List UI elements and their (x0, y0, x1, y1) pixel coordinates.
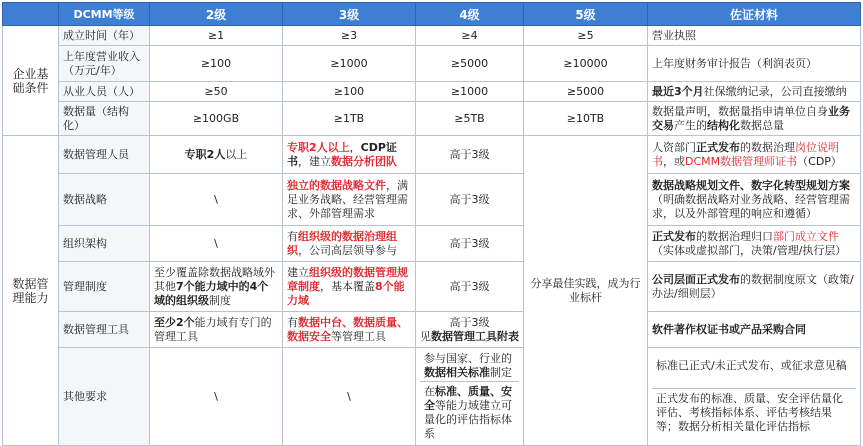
tools-l2-text: 能力域有专门的管理工具 (154, 315, 272, 343)
policy-l3-t2: ，基本覆盖 (320, 279, 375, 293)
revenue-evidence: 上年度财务审计报告（利润表页） (648, 46, 861, 82)
founded-l3: ≥3 (283, 26, 416, 46)
req-tools: 数据管理工具 (59, 312, 150, 348)
pe-t4: （CDP） (797, 154, 842, 168)
oe-t: 的数据治理归口 (696, 229, 773, 243)
staff-l5: ≥5000 (524, 82, 648, 102)
other-evidence-a: 标准已正式/未正式发布、或征求意见稿 (652, 356, 856, 389)
org-l3-red: 组织级的数据治理组织 (287, 229, 397, 257)
policy-l2-t1: 至少覆盖除数据战略域外其他 (154, 265, 275, 293)
row-revenue (3, 46, 861, 82)
pole-bold: 公司层面正式发布 (652, 272, 740, 286)
other-l4 (416, 348, 524, 446)
tools-l3 (283, 312, 416, 348)
staff-l3: ≥100 (283, 82, 416, 102)
policy-l4: 高于3级 (416, 262, 524, 312)
oe-bold: 正式发布 (652, 229, 696, 243)
row-other (3, 348, 861, 446)
row-founded (3, 26, 861, 46)
req-strategy: 数据战略 (59, 174, 150, 226)
founded-l2: ≥1 (150, 26, 283, 46)
category-capability: 数据管理能力 (3, 136, 59, 446)
ol4b-t2: 等能力域建立可量化的评估指标体系 (424, 399, 512, 440)
dcmm-requirements-table (2, 2, 861, 446)
tools-l4 (416, 312, 524, 348)
other-l4-metrics (420, 382, 519, 444)
data-volume-l4: ≥5TB (416, 102, 524, 136)
header-evidence: 佐证材料 (648, 3, 861, 26)
personnel-l3-t1: ， (349, 140, 361, 154)
personnel-l4: 高于3级 (416, 136, 524, 174)
tools-l4-t: 见 (420, 329, 431, 343)
oe-t2: （实体或虚拟部门，决策/管理/执行层） (652, 243, 847, 257)
header-dcmm-level: DCMM等级 (59, 3, 150, 26)
row-strategy (3, 174, 861, 226)
row-personnel (3, 136, 861, 174)
policy-l3-red1: 组织级的数据管理规章制度 (287, 265, 408, 293)
tools-l3-t2: 等管理工具 (331, 329, 386, 343)
header-blank (3, 3, 59, 26)
policy-l3 (283, 262, 416, 312)
pe-r1: 岗位说明书 (652, 140, 839, 168)
strategy-l3-red: 独立的数据战略文件 (287, 178, 386, 192)
req-policy: 管理制度 (59, 262, 150, 312)
se-text: （明确数据战略对业务战略、经营管理需求，以及外部管理的响应和遵循） (652, 192, 850, 220)
dv-ev-2: 产生的 (674, 118, 707, 132)
strategy-l3-text: ，满足业务战略、经营管理需求、外部管理需求 (287, 178, 408, 220)
ol4a-t: 参与国家、行业的 (424, 352, 512, 365)
policy-l2 (150, 262, 283, 312)
req-org: 组织架构 (59, 226, 150, 262)
header-level-5: 5级 (524, 3, 648, 26)
data-volume-evidence (648, 102, 861, 136)
data-volume-l5: ≥10TB (524, 102, 648, 136)
strategy-l3 (283, 174, 416, 226)
policy-l3-t1: 建立 (287, 265, 309, 279)
row-org (3, 226, 861, 262)
policy-l3-red2: 8个能力域 (287, 279, 405, 307)
header-level-3: 3级 (283, 3, 416, 26)
tools-l4-line2 (420, 330, 519, 344)
staff-evidence (648, 82, 861, 102)
personnel-l3-t2: ，建立 (298, 154, 331, 168)
personnel-l2-text: 以上 (225, 147, 248, 161)
personnel-l3-red1: 专职2人以上 (287, 140, 350, 154)
pe-t1: 人资部门 (652, 140, 696, 154)
pe-t2: 的数据治理 (740, 140, 795, 154)
org-l3-t2: ，公司高层领导参与 (298, 243, 397, 257)
other-l4-standards (420, 349, 519, 382)
policy-l2-t2: 制度 (209, 293, 231, 307)
ol4a-t2: 制定 (490, 366, 512, 379)
tools-l2 (150, 312, 283, 348)
org-l4: 高于3级 (416, 226, 524, 262)
org-l2: \ (150, 226, 283, 262)
ol4a-b: 数据相关标准 (424, 366, 490, 379)
oe-red: 部门成立文件 (773, 229, 839, 243)
row-tools (3, 312, 861, 348)
other-evidence (648, 348, 861, 446)
personnel-evidence (648, 136, 861, 174)
ol4b-b: 标准、质量、安全 (424, 385, 512, 412)
row-data-volume (3, 102, 861, 136)
revenue-l3: ≥1000 (283, 46, 416, 82)
revenue-l5: ≥10000 (524, 46, 648, 82)
pe-t3: ，或 (663, 154, 685, 168)
tools-l3-red: 数据中台、数据质量、数据安全 (287, 315, 408, 343)
other-l3: \ (283, 348, 416, 446)
dv-ev-b2: 结构化 (707, 118, 740, 132)
policy-l2-bold: 7个能力域中的4个域的组织级 (154, 279, 269, 307)
req-revenue: 上年度营业收入（万元/年） (59, 46, 150, 82)
pole-text: 的数据制度原文（政策/办法/细则层） (652, 272, 854, 300)
req-personnel: 数据管理人员 (59, 136, 150, 174)
pe-r2: DCMM数据管理师证书 (685, 154, 798, 168)
personnel-l3-bold: CDP证书 (287, 140, 397, 168)
other-l2: \ (150, 348, 283, 446)
req-data-volume: 数据量（结构化） (59, 102, 150, 136)
founded-l5: ≥5 (524, 26, 648, 46)
personnel-l2 (150, 136, 283, 174)
personnel-l3 (283, 136, 416, 174)
org-l3-t1: 有 (287, 229, 298, 243)
revenue-l2: ≥100 (150, 46, 283, 82)
level5-merged: 分享最佳实践，成为行业标杆 (524, 136, 648, 446)
staff-evidence-text: 社保缴纳记录，公司直接缴纳 (703, 84, 847, 98)
tools-l2-bold: 至少2个 (154, 315, 195, 329)
personnel-l3-red2: 数据分析团队 (331, 154, 397, 168)
dv-ev-1: 数据量声明，数据量指申请单位自身 (652, 104, 828, 118)
header-level-2: 2级 (150, 3, 283, 26)
data-volume-l3: ≥1TB (283, 102, 416, 136)
founded-l4: ≥4 (416, 26, 524, 46)
staff-l2: ≥50 (150, 82, 283, 102)
data-volume-l2: ≥100GB (150, 102, 283, 136)
dv-ev-b1: 业务交易 (652, 104, 850, 132)
tools-evidence: 软件著作权证书或产品采购合同 (648, 312, 861, 348)
row-policy (3, 262, 861, 312)
req-staff: 从业人员（人） (59, 82, 150, 102)
staff-evidence-bold: 最近3个月 (652, 84, 704, 98)
staff-l4: ≥1000 (416, 82, 524, 102)
req-founded: 成立时间（年） (59, 26, 150, 46)
tools-l4-line1: 高于3级 (449, 315, 490, 329)
personnel-l2-bold: 专职2人 (184, 147, 226, 161)
org-evidence (648, 226, 861, 262)
se-bold: 数据战略规划文件、数字化转型规划方案 (652, 178, 850, 192)
header-level-4: 4级 (416, 3, 524, 26)
category-basic: 企业基础条件 (3, 26, 59, 136)
org-l3 (283, 226, 416, 262)
pe-b1: 正式发布 (696, 140, 740, 154)
header-row (3, 3, 861, 26)
strategy-l4: 高于3级 (416, 174, 524, 226)
dv-ev-3: 数据总量 (740, 118, 784, 132)
ol4b-t1: 在 (424, 385, 435, 398)
row-staff (3, 82, 861, 102)
strategy-evidence (648, 174, 861, 226)
req-other: 其他要求 (59, 348, 150, 446)
tools-l3-t1: 有 (287, 315, 298, 329)
strategy-l2: \ (150, 174, 283, 226)
revenue-l4: ≥5000 (416, 46, 524, 82)
other-evidence-b: 正式发布的标准、质量、安全评估量化评估、考核指标体系、评估考核结果等；数据分析相关量化评估指标 (656, 392, 843, 433)
policy-evidence (648, 262, 861, 312)
founded-evidence: 营业执照 (648, 26, 861, 46)
tools-l4-bold: 数据管理工具附表 (431, 329, 519, 343)
